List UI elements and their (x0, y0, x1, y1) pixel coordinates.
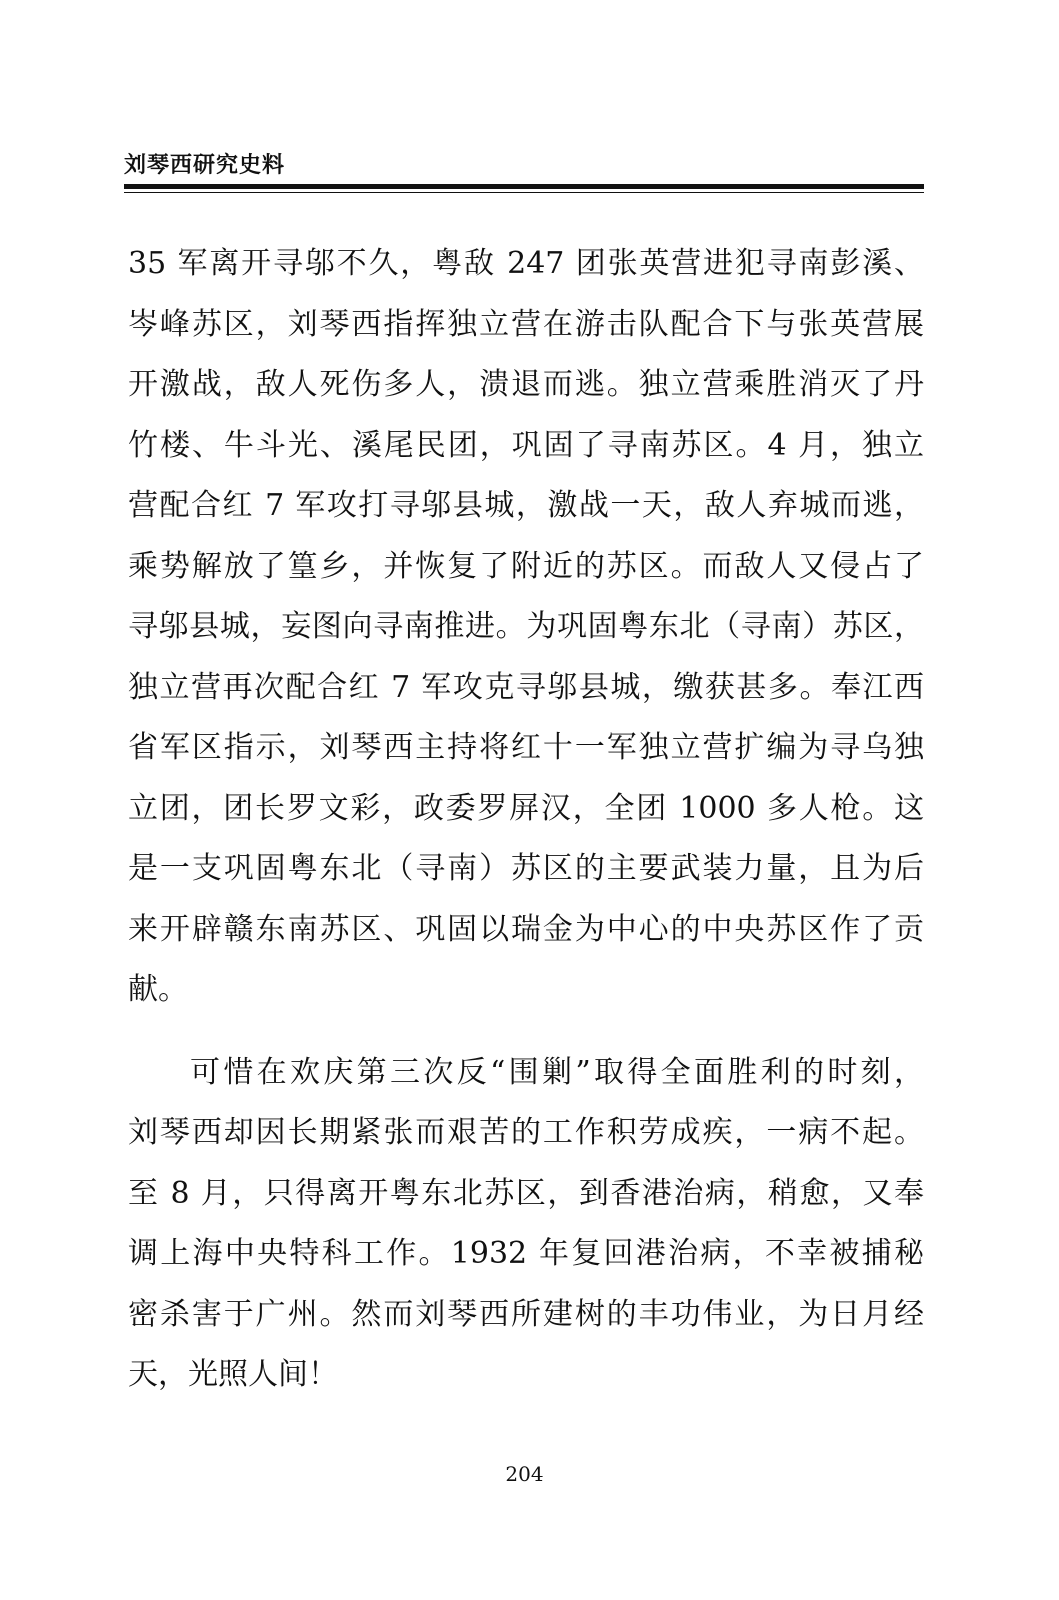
text-line: 立团，团长罗文彩，政委罗屏汉，全团 1000 多人枪。这 (128, 790, 924, 826)
paragraph-1 (128, 234, 924, 1021)
text-line: 调上海中央特科工作。1932 年复回港治病，不幸被捕秘 (128, 1236, 924, 1271)
text-line: 献。 (128, 972, 188, 1007)
text-line: 可惜在欢庆第三次反“围剿”取得全面胜利的时刻， (190, 1054, 924, 1090)
text-line: 至 8 月，只得离开粤东北苏区，到香港治病，稍愈，又奉 (128, 1175, 924, 1211)
text-line: 35 军离开寻邬不久，粤敌 247 团张英营进犯寻南彭溪、 (128, 246, 924, 281)
text-line: 刘琴西却因长期紧张而艰苦的工作积劳成疾，一病不起。 (128, 1115, 924, 1150)
text-line: 来开辟赣东南苏区、巩固以瑞金为中心的中央苏区作了贡 (128, 911, 924, 947)
text-line: 乘势解放了篁乡，并恢复了附近的苏区。而敌人又侵占了 (128, 548, 924, 584)
text-line: 竹楼、牛斗光、溪尾民团，巩固了寻南苏区。4 月，独立 (128, 427, 924, 463)
text-line: 密杀害于广州。然而刘琴西所建树的丰功伟业，为日月经 (128, 1296, 924, 1332)
text-line: 省军区指示，刘琴西主持将红十一军独立营扩编为寻乌独 (128, 730, 924, 765)
paragraph-2 (128, 1043, 924, 1406)
text-line: 开激战，敌人死伤多人，溃退而逃。独立营乘胜消灭了丹 (128, 367, 924, 402)
paragraph-spacer (128, 1021, 924, 1043)
page-number: 204 (505, 1462, 544, 1486)
header-rule-thin (124, 192, 924, 193)
text-line: 天，光照人间！ (128, 1357, 338, 1392)
text-line: 独立营再次配合红 7 军攻克寻邬县城，缴获甚多。奉江西 (128, 669, 924, 705)
body-text (128, 234, 924, 1406)
text-line: 岑峰苏区，刘琴西指挥独立营在游击队配合下与张英营展 (128, 306, 924, 342)
text-line: 营配合红 7 军攻打寻邬县城，激战一天，敌人弃城而逃， (128, 488, 924, 523)
text-line: 寻邬县城，妄图向寻南推进。为巩固粤东北（寻南）苏区， (128, 609, 924, 644)
text-line: 是一支巩固粤东北（寻南）苏区的主要武装力量，且为后 (128, 851, 924, 886)
running-header-title: 刘琴西研究史料 (124, 153, 286, 178)
header-rule-thick (124, 184, 924, 189)
